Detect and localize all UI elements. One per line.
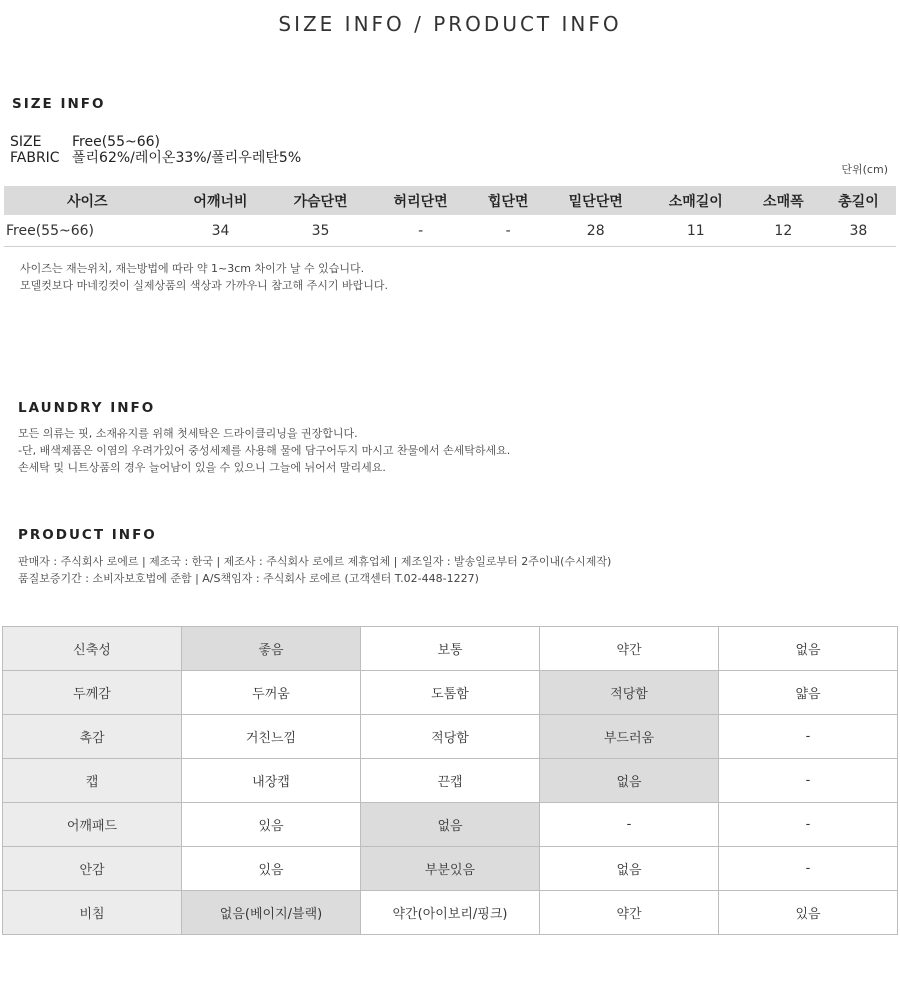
property-label: 안감 [3, 847, 182, 891]
property-option: 없음 [719, 627, 898, 671]
size-value: Free(55~66) [72, 134, 160, 150]
size-cell: 12 [746, 215, 821, 247]
property-option: 적당함 [361, 715, 540, 759]
property-row [3, 759, 898, 803]
laundry-line: -단, 배색제품은 이염의 우려가있어 중성세제를 사용해 물에 담구어두지 마시고 찬물에서 손세탁하세요. [18, 444, 511, 457]
size-header-cell: 사이즈 [4, 186, 170, 215]
property-label: 촉감 [3, 715, 182, 759]
property-option: 있음 [182, 803, 361, 847]
property-option: 약간(아이보리/핑크) [361, 891, 540, 935]
property-option: 약간 [540, 627, 719, 671]
property-option: - [719, 803, 898, 847]
property-option-selected: 없음 [540, 759, 719, 803]
property-row [3, 671, 898, 715]
size-header-cell: 소매폭 [746, 186, 821, 215]
property-option-selected: 없음 [361, 803, 540, 847]
property-option: 거친느낌 [182, 715, 361, 759]
property-label: 비침 [3, 891, 182, 935]
property-option: - [719, 759, 898, 803]
property-option-selected: 부드러움 [540, 715, 719, 759]
property-option: 내장캡 [182, 759, 361, 803]
property-option: 끈캡 [361, 759, 540, 803]
size-row [10, 134, 301, 150]
property-option: - [719, 715, 898, 759]
property-label: 신축성 [3, 627, 182, 671]
property-table [2, 626, 898, 935]
property-option-selected: 부분있음 [361, 847, 540, 891]
laundry-line: 손세탁 및 니트상품의 경우 늘어남이 있을 수 있으니 그늘에 뉘어서 말리세요. [18, 461, 386, 474]
product-line: 판매자 : 주식회사 로에르 | 제조국 : 한국 | 제조사 : 주식회사 로에르 제휴업체 | 제조일자 : 발송일로부터 2주이내(수시제작) [18, 555, 612, 568]
property-row [3, 715, 898, 759]
fabric-row [10, 150, 301, 166]
size-header-cell: 허리단면 [371, 186, 471, 215]
property-option-selected: 없음(베이지/블랙) [182, 891, 361, 935]
property-option: - [540, 803, 719, 847]
size-header-cell: 어깨너비 [170, 186, 270, 215]
property-option: 있음 [182, 847, 361, 891]
property-option: 없음 [540, 847, 719, 891]
property-option: 있음 [719, 891, 898, 935]
property-row [3, 891, 898, 935]
size-header-cell: 밑단단면 [546, 186, 646, 215]
size-label: SIZE [10, 134, 42, 150]
size-table [4, 186, 896, 247]
size-table-header [4, 186, 896, 215]
product-notes [18, 553, 611, 587]
property-option: 도톰함 [361, 671, 540, 715]
size-cell: 11 [646, 215, 746, 247]
product-info-heading: PRODUCT INFO [18, 527, 157, 543]
size-header-cell: 소매길이 [646, 186, 746, 215]
unit-label: 단위(cm) [841, 163, 888, 176]
property-row [3, 803, 898, 847]
laundry-line: 모든 의류는 핏, 소재유지를 위해 첫세탁은 드라이클리닝을 권장합니다. [18, 427, 358, 440]
size-table-body [4, 215, 896, 247]
property-option: 얇음 [719, 671, 898, 715]
property-label: 캡 [3, 759, 182, 803]
product-meta [10, 134, 301, 166]
size-header-cell: 힙단면 [471, 186, 546, 215]
property-row [3, 847, 898, 891]
property-label: 두께감 [3, 671, 182, 715]
size-note: 모델컷보다 마네킹컷이 실제상품의 색상과 가까우니 참고해 주시기 바랍니다. [20, 279, 389, 292]
fabric-label: FABRIC [10, 150, 60, 166]
size-info-heading: SIZE INFO [12, 96, 106, 112]
property-row [3, 627, 898, 671]
fabric-value: 폴리62%/레이온33%/폴리우레탄5% [72, 150, 302, 166]
size-cell: Free(55~66) [4, 215, 170, 247]
size-cell: - [371, 215, 471, 247]
property-option: 약간 [540, 891, 719, 935]
laundry-info-heading: LAUNDRY INFO [18, 400, 156, 416]
size-cell: 35 [271, 215, 371, 247]
laundry-notes [18, 425, 510, 476]
page-title: SIZE INFO / PRODUCT INFO [278, 12, 622, 36]
size-cell: - [471, 215, 546, 247]
size-header-cell: 총길이 [821, 186, 896, 215]
size-cell: 28 [546, 215, 646, 247]
size-cell: 34 [170, 215, 270, 247]
property-option-selected: 적당함 [540, 671, 719, 715]
product-line: 품질보증기간 : 소비자보호법에 준함 | A/S책임자 : 주식회사 로에르 (고객센터 T.02-448-1227) [18, 572, 479, 585]
property-option: 보통 [361, 627, 540, 671]
size-header-cell: 가슴단면 [271, 186, 371, 215]
property-table-body [3, 627, 898, 935]
property-option-selected: 좋음 [182, 627, 361, 671]
property-option: 두꺼움 [182, 671, 361, 715]
property-option: - [719, 847, 898, 891]
size-notes [20, 260, 388, 294]
table-row [4, 215, 896, 247]
size-note: 사이즈는 재는위치, 재는방법에 따라 약 1~3cm 차이가 날 수 있습니다. [20, 262, 365, 275]
property-label: 어깨패드 [3, 803, 182, 847]
size-cell: 38 [821, 215, 896, 247]
